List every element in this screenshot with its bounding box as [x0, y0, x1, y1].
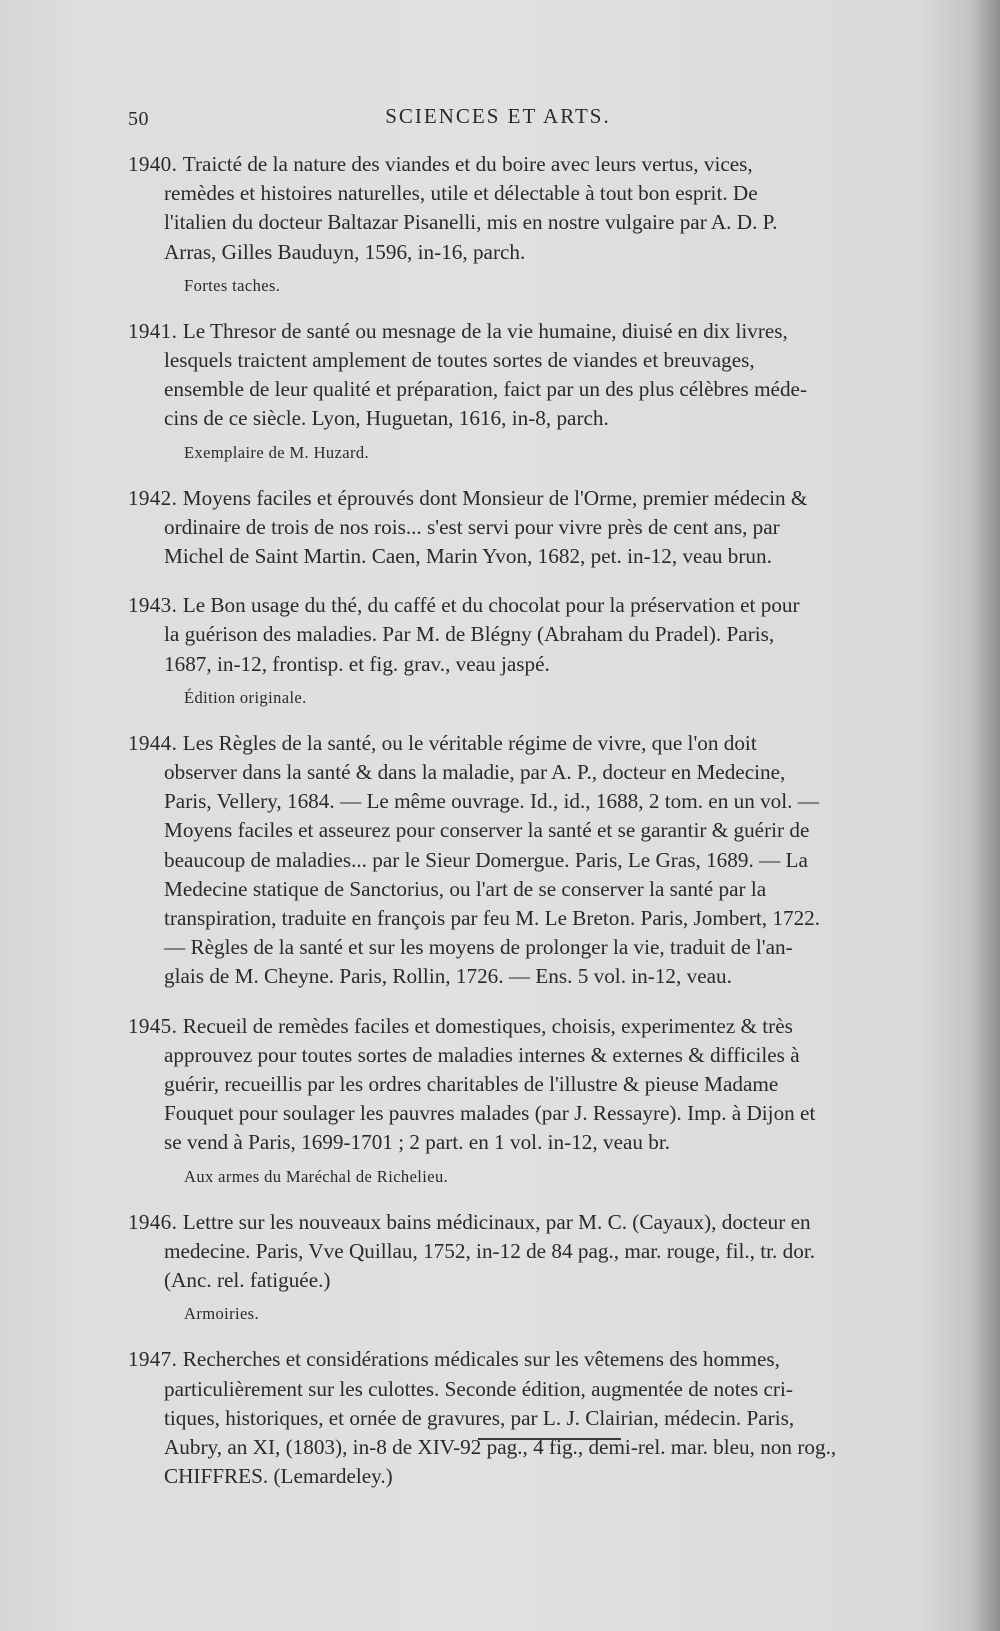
entry-line: cins de ce siècle. Lyon, Huguetan, 1616, in-8, parch.	[164, 406, 609, 431]
entry-line	[128, 1208, 946, 1237]
entry-line: Fouquet pour soulager les pauvres malades (par J. Ressayre). Imp. à Dijon et	[164, 1101, 816, 1126]
entry-text	[128, 1012, 946, 1158]
entry-note: Armoiries.	[184, 1304, 260, 1324]
entry-text	[128, 150, 946, 267]
entry-line-text: Recueil de remèdes faciles et domestiques, choisis, experimentez & très	[182, 1013, 793, 1038]
entry-line: Moyens faciles et asseurez pour conserver la santé et se garantir & guérir de	[164, 818, 810, 843]
section-title: SCIENCES ET ARTS.	[385, 104, 611, 128]
entry-line: transpiration, traduite en françois par feu M. Le Breton. Paris, Jombert, 1722.	[164, 906, 821, 931]
catalogue-entry	[128, 1012, 946, 1188]
entry-line-text: Recherches et considérations médicales sur les vêtemens des hommes,	[182, 1347, 780, 1372]
entry-note: Édition originale.	[184, 687, 307, 707]
entry-line: Arras, Gilles Bauduyn, 1596, in-16, parch.	[164, 239, 526, 264]
entry-text	[128, 317, 946, 434]
entry-line: 1687, in-12, frontisp. et fig. grav., veau jaspé.	[164, 651, 550, 676]
catalogue-entry	[128, 591, 946, 709]
catalogue-entry	[128, 1345, 946, 1491]
entry-line-text: Le Thresor de santé ou mesnage de la vie humaine, diuisé en dix livres,	[182, 318, 788, 343]
entry-line: Paris, Vellery, 1684. — Le même ouvrage. Id., id., 1688, 2 tom. en un vol. —	[164, 789, 819, 814]
catalogue-entry	[128, 1208, 946, 1326]
catalogue-entry	[128, 150, 946, 297]
entry-line	[128, 1012, 946, 1041]
entry-line	[128, 317, 946, 346]
entry-number: 1947.	[128, 1347, 183, 1372]
entry-line-text: Le Bon usage du thé, du caffé et du chocolat pour la préservation et pour	[182, 593, 800, 618]
entry-line: guérir, recueillis par les ordres charitables de l'illustre & pieuse Madame	[164, 1072, 779, 1097]
entry-text	[128, 1208, 946, 1296]
entry-text	[128, 484, 946, 572]
catalogue-entry	[128, 729, 946, 992]
entry-line-text: Les Règles de la santé, ou le véritable régime de vivre, que l'on doit	[182, 730, 757, 755]
entry-line	[128, 591, 946, 620]
entry-line: particulièrement sur les culottes. Seconde édition, augmentée de notes cri-	[164, 1376, 793, 1401]
entry-line-text: Traicté de la nature des viandes et du boire avec leurs vertus, vices,	[182, 152, 753, 176]
entry-note: Fortes taches.	[184, 275, 281, 295]
entry-line: beaucoup de maladies... par le Sieur Domergue. Paris, Le Gras, 1689. — La	[164, 847, 808, 872]
entry-line: ordinaire de trois de nos rois... s'est servi pour vivre près de cent ans, par	[164, 514, 780, 539]
catalogue-entry	[128, 317, 946, 464]
entry-line: l'italien du docteur Baltazar Pisanelli, mis en nostre vulgaire par A. D. P.	[164, 210, 778, 235]
entry-text	[128, 729, 946, 992]
entry-line: la guérison des maladies. Par M. de Blégny (Abraham du Pradel). Paris,	[164, 622, 775, 647]
entry-number: 1946.	[128, 1209, 183, 1234]
entry-line: CHIFFRES. (Lemardeley.)	[164, 1464, 393, 1489]
entry-note: Aux armes du Maréchal de Richelieu.	[184, 1166, 449, 1186]
entry-text	[128, 591, 946, 679]
entry-note: Exemplaire de M. Huzard.	[184, 442, 370, 462]
entry-text	[128, 1345, 946, 1491]
catalogue-entries	[128, 150, 946, 1511]
entry-line-text: Moyens faciles et éprouvés dont Monsieur de l'Orme, premier médecin &	[182, 485, 808, 510]
entry-number: 1940.	[128, 152, 183, 176]
entry-line: Aubry, an XI, (1803), in-8 de XIV-92 pag., 4 fig., demi-rel. mar. bleu, non rog.,	[164, 1434, 837, 1459]
entry-line: medecine. Paris, Vve Quillau, 1752, in-12 de 84 pag., mar. rouge, fil., tr. dor.	[164, 1238, 815, 1263]
entry-line: ensemble de leur qualité et préparation, faict par un des plus célèbres méde-	[164, 377, 808, 402]
entry-number: 1941.	[128, 318, 183, 343]
entry-number: 1942.	[128, 485, 183, 510]
entry-line	[128, 484, 946, 513]
entry-line	[128, 1345, 946, 1374]
catalogue-entry	[128, 484, 946, 572]
entry-number: 1945.	[128, 1013, 183, 1038]
entry-number: 1944.	[128, 730, 183, 755]
entry-number: 1943.	[128, 593, 183, 618]
entry-line: Michel de Saint Martin. Caen, Marin Yvon, 1682, pet. in-12, veau brun.	[164, 544, 772, 569]
entry-line: tiques, historiques, et ornée de gravures, par L. J. Clairian, médecin. Paris,	[164, 1405, 795, 1430]
entry-line: approuvez pour toutes sortes de maladies internes & externes & difficiles à	[164, 1042, 800, 1067]
entry-line: — Règles de la santé et sur les moyens de prolonger la vie, traduit de l'an-	[164, 935, 793, 960]
entry-line: se vend à Paris, 1699-1701 ; 2 part. en 1 vol. in-12, veau br.	[164, 1130, 671, 1155]
entry-line: (Anc. rel. fatiguée.)	[164, 1268, 331, 1293]
end-rule	[478, 1438, 621, 1440]
running-head	[128, 104, 868, 134]
entry-line	[128, 729, 946, 758]
entry-line: observer dans la santé & dans la maladie, par A. P., docteur en Medecine,	[164, 760, 786, 785]
page-number: 50	[128, 108, 149, 130]
entry-line: glais de M. Cheyne. Paris, Rollin, 1726. — Ens. 5 vol. in-12, veau.	[164, 964, 732, 989]
entry-line: lesquels traictent amplement de toutes sortes de viandes et breuvages,	[164, 348, 755, 373]
entry-line	[128, 150, 946, 179]
entry-line-text: Lettre sur les nouveaux bains médicinaux, par M. C. (Cayaux), docteur en	[182, 1209, 811, 1234]
entry-line: remèdes et histoires naturelles, utile et délectable à tout bon esprit. De	[164, 181, 758, 206]
entry-line: Medecine statique de Sanctorius, ou l'art de se conserver la santé par la	[164, 876, 767, 901]
